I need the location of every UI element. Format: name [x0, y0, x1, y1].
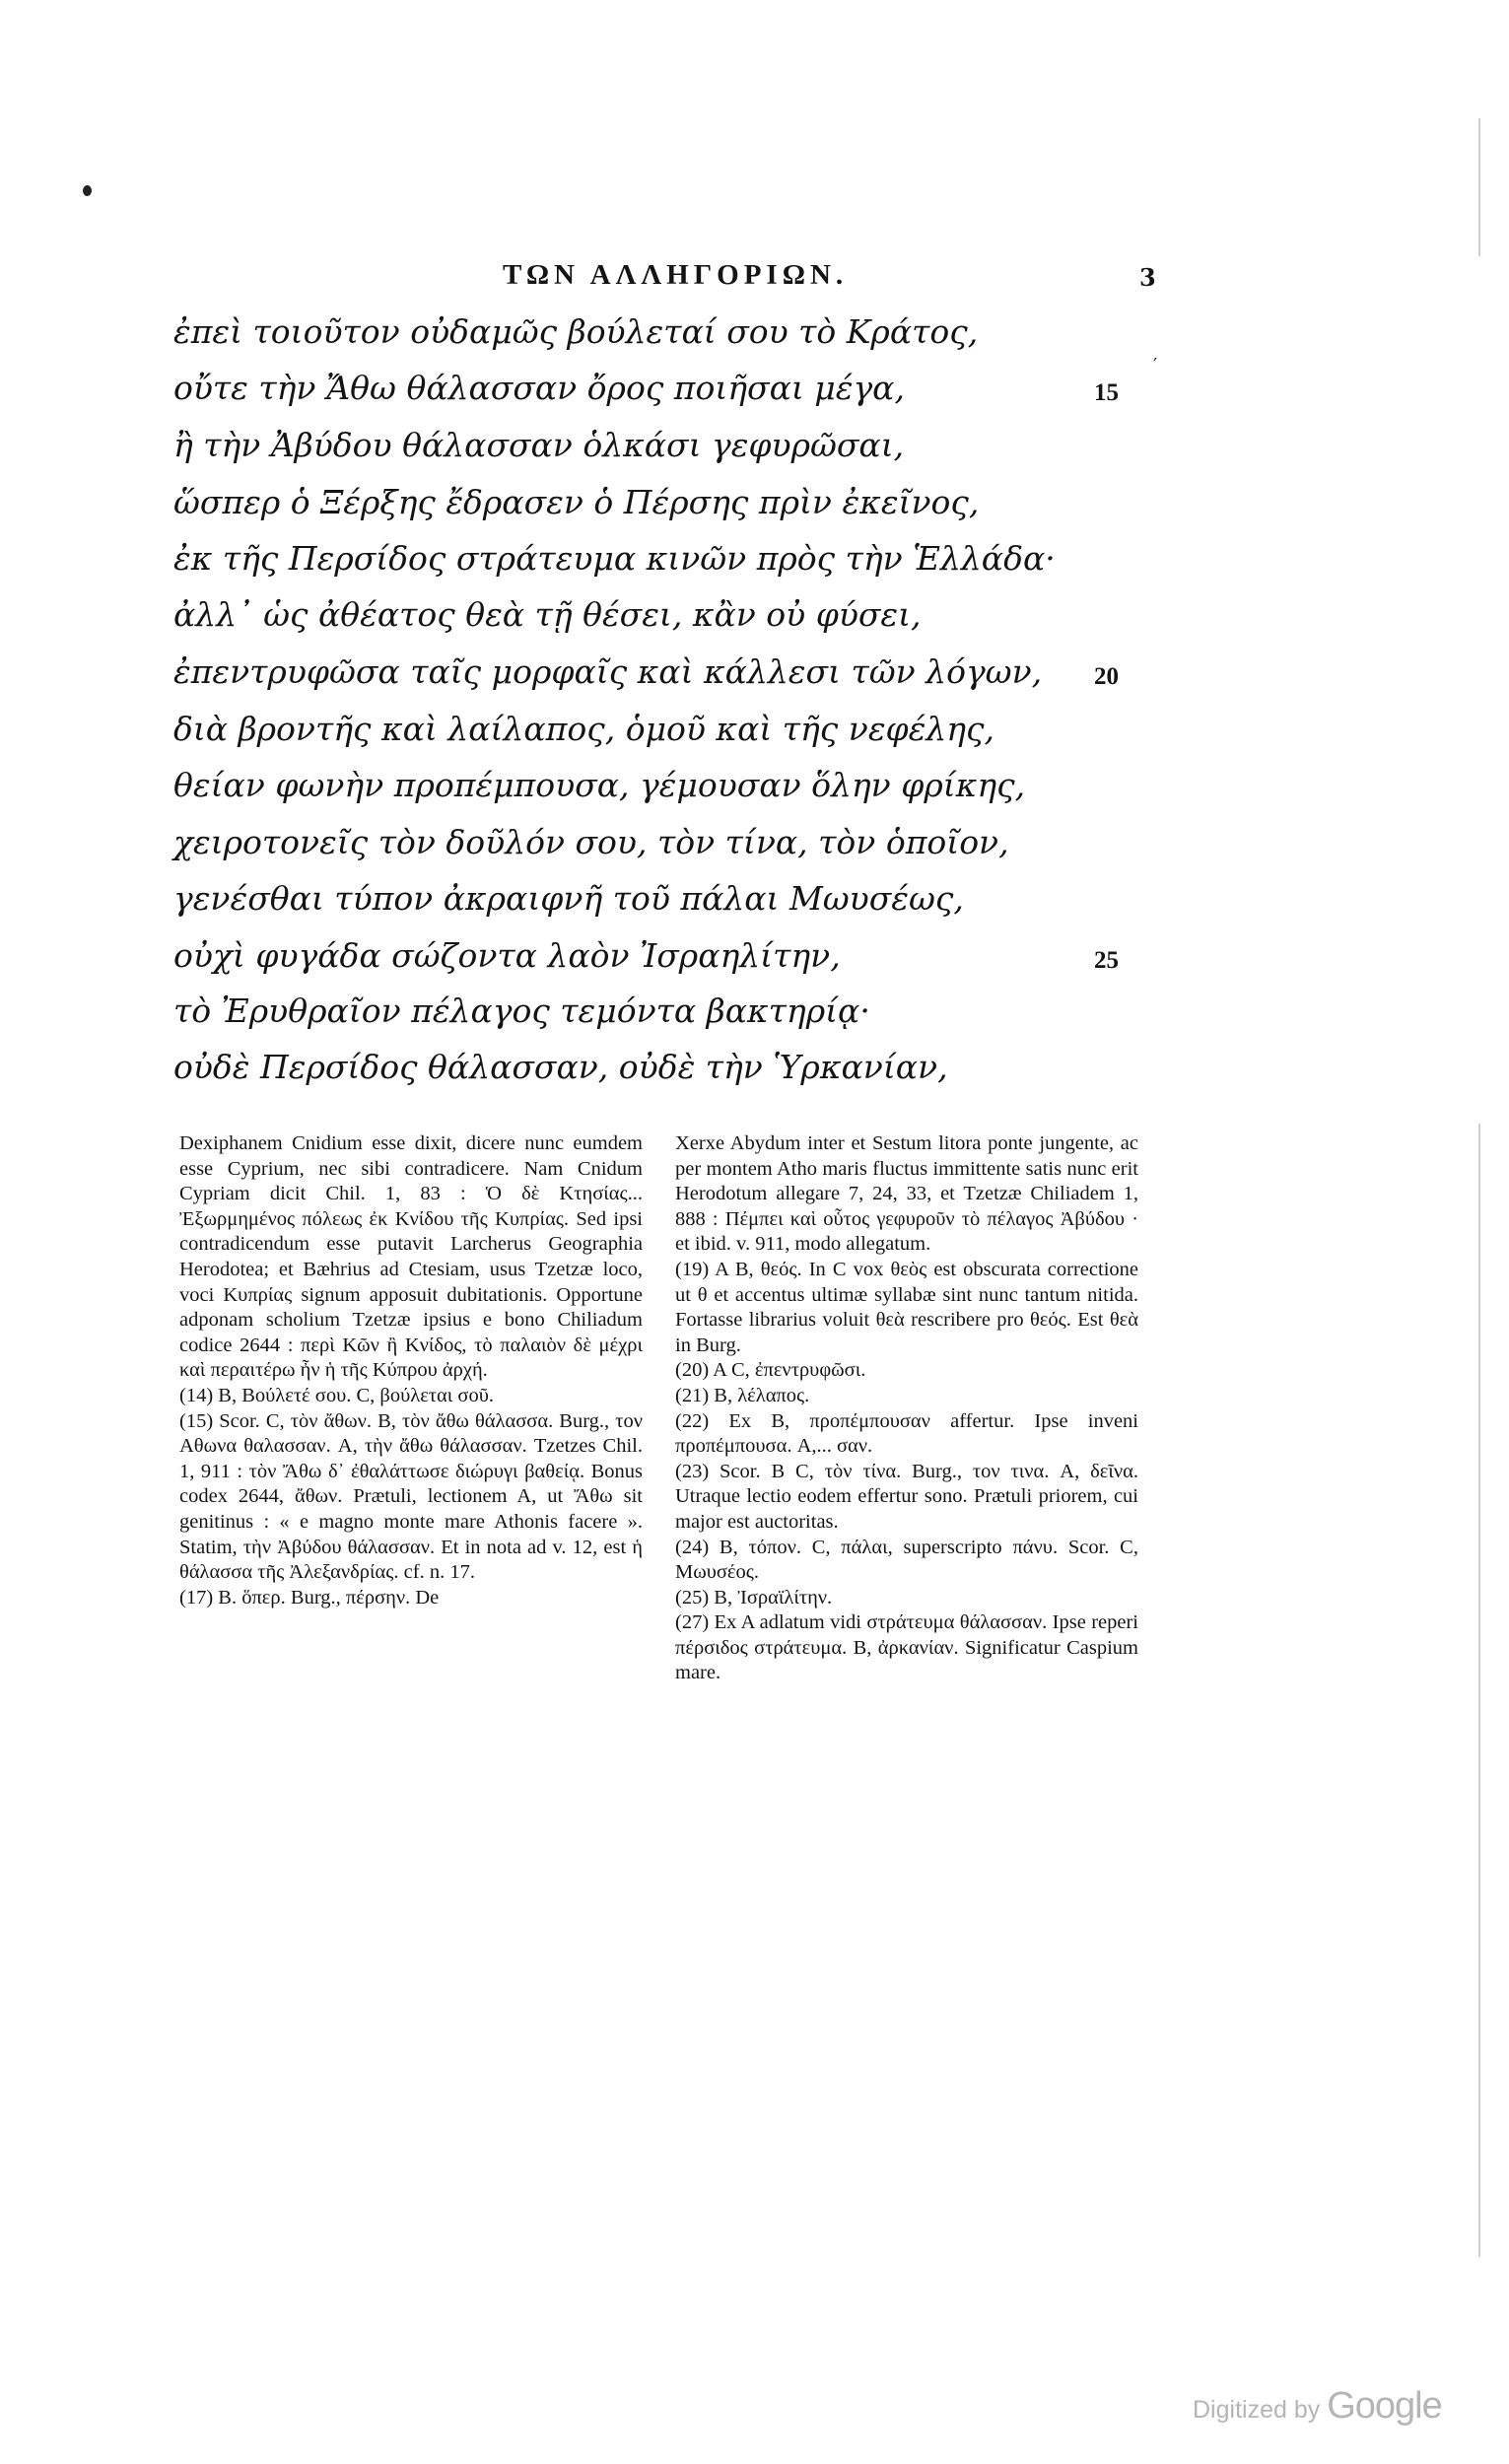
- footnotes-left-column: [179, 1131, 643, 1610]
- running-title: ΤΩΝ ΑΛΛΗΓΟΡΙΩΝ.: [503, 259, 849, 291]
- footnotes-right-column: [675, 1131, 1138, 1686]
- footnote: (25) B, Ἰσραϊλίτην.: [675, 1586, 833, 1608]
- verse-line: διὰ βροντῆς καὶ λαίλαπος, ὁμοῦ καὶ τῆς νεφέλης,: [173, 710, 995, 748]
- verse-line: γενέσθαι τύπον ἀκραιφνῆ τοῦ πάλαι Μωυσέως,: [173, 879, 964, 918]
- line-number: 20: [1094, 663, 1119, 690]
- verse-line: ὥσπερ ὁ Ξέρξης ἔδρασεν ὁ Πέρσης πρὶν ἐκεῖνος,: [173, 483, 980, 521]
- watermark-prefix: Digitized by: [1193, 2396, 1321, 2424]
- line-number: 25: [1094, 947, 1119, 974]
- footnote: Xerxe Abydum inter et Sestum litora ponte jungente, ac per montem Atho maris fluctus immittente satis nunc erit Herodotum allegare 7, 24, 33, et Tzetzæ Chiliadem 1, 888 : Πέμπει καὶ οὗτος γεφυροῦν τὸ πέλαγος Ἀβύδου · et ibid. v. 911, modo allegatum.: [675, 1132, 1138, 1256]
- footnote: (19) A B, θεός. In C vox θεὸς est obscurata correctione ut θ et accentus ultimæ syllabæ sint nunc tantum nitida. Fortasse librarius voluit θεὰ rescribere pro θεός. Est θεὰ in Burg.: [675, 1258, 1138, 1356]
- scan-edge-line: [1478, 118, 1480, 256]
- verse-line: ἀλλ᾽ ὡς ἀθέατος θεὰ τῇ θέσει, κἂν οὐ φύσει,: [173, 595, 922, 634]
- line-number: 15: [1094, 379, 1119, 406]
- footnote: (23) Scor. B C, τὸν τίνα. Burg., τον τινα. A, δεῖνα. Utraque lectio eodem effertur sono. Prætuli priorem, cui major est auctoritas.: [675, 1460, 1138, 1533]
- digitized-watermark: [1193, 2385, 1442, 2428]
- verse-line: θείαν φωνὴν προπέμπουσα, γέμουσαν ὅλην φρίκης,: [173, 766, 1026, 804]
- footnote: (27) Ex A adlatum vidi στράτευμα θάλασσαν. Ipse reperi πέρσιδος στράτευμα. B, ἀρκανίαν. Significatur Caspium mare.: [675, 1611, 1138, 1684]
- footnote: (15) Scor. C, τὸν ἄθων. B, τὸν ἄθω θάλασσα. Burg., τον Αθωνα θαλασσαν. A, τὴν ἄθω θάλασσαν. Tzetzes Chil. 1, 911 : τὸν Ἄθω δ᾽ ἐθαλάττωσε διώρυγι βαθείᾳ. Bonus codex 2644, ἄθων. Prætuli, lectionem A, ut Ἄθω sit genitinus : « e magno monte mare Athonis facere ». Statim, τὴν Ἀβύδου θάλασσαν. Et in nota ad v. 12, est ἡ θάλασσα τῆς Ἀλεξανδρίας. cf. n. 17.: [179, 1409, 643, 1584]
- verse-line: οὔτε τὴν Ἄθω θάλασσαν ὄρος ποιῆσαι μέγα,: [173, 369, 905, 407]
- verse-line: ἐπεὶ τοιοῦτον οὐδαμῶς βούλεταί σου τὸ Κράτος,: [173, 312, 979, 351]
- verse-line: χειροτονεῖς τὸν δοῦλόν σου, τὸν τίνα, τὸν ὁποῖον,: [173, 823, 1009, 861]
- footnote: (24) B, τόπον. C, πάλαι, superscripto πάνυ. Scor. C, Μωυσέος.: [675, 1536, 1138, 1584]
- footnote: (17) B. ὅπερ. Burg., πέρσην. De: [179, 1586, 440, 1608]
- footnote: (22) Ex B, προπέμπουσαν affertur. Ipse inveni προπέμπουσα. A,... σαν.: [675, 1409, 1138, 1458]
- google-logo-text: Google: [1327, 2385, 1442, 2427]
- scan-edge-line: [1478, 1124, 1480, 2257]
- ink-dot: [83, 185, 92, 196]
- verse-line: τὸ Ἐρυθραῖον πέλαγος τεμόντα βακτηρίᾳ·: [173, 992, 870, 1030]
- footnote: (20) A C, ἐπεντρυφῶσι.: [675, 1359, 866, 1382]
- footnote: (14) B, Βούλετέ σου. C, βούλεται σοῦ.: [179, 1384, 494, 1406]
- verse-line: ἐκ τῆς Περσίδος στράτευμα κινῶν πρὸς τὴν Ἑλλάδα·: [173, 539, 1056, 578]
- verse-line: οὐδὲ Περσίδος θάλασσαν, οὐδὲ τὴν Ὑρκανίαν,: [173, 1048, 948, 1086]
- footnote: (21) B, λέλαπος.: [675, 1384, 810, 1406]
- footnote: Dexiphanem Cnidium esse dixit, dicere nunc eumdem esse Cyprium, nec sibi contradicere. Nam Cnidum Cypriam dicit Chil. 1, 83 : Ὁ δὲ Κτησίας... Ἐξωρμημένος πόλεως ἐκ Κνίδου τῆς Κυπρίας. Sed ipsi contradicendum esse putavit Larcherus Geographia Herodotea; et Bæhrius ad Ctesiam, usus Tzetzæ loco, voci Κυπρίας signum apposuit dubitationis. Opportune adponam scholium Tzetzæ ipsius e bono Chiliadum codice 2644 : περὶ Κῶν ἢ Κνίδος, τὸ παλαιὸν δὲ μέχρι καὶ περαιτέρω ἦν ἡ τῆς Κύπρου ἀρχή.: [179, 1132, 643, 1382]
- verse-line: ἐπεντρυφῶσα ταῖς μορφαῖς καὶ κάλλεσι τῶν λόγων,: [173, 652, 1043, 691]
- verse-line: ἢ τὴν Ἀβύδου θάλασσαν ὁλκάσι γεφυρῶσαι,: [173, 426, 905, 464]
- page-number: 3: [1139, 263, 1156, 292]
- verse-line: οὐχὶ φυγάδα σώζοντα λαὸν Ἰσραηλίτην,: [173, 936, 841, 975]
- stray-mark: ′: [1153, 355, 1158, 376]
